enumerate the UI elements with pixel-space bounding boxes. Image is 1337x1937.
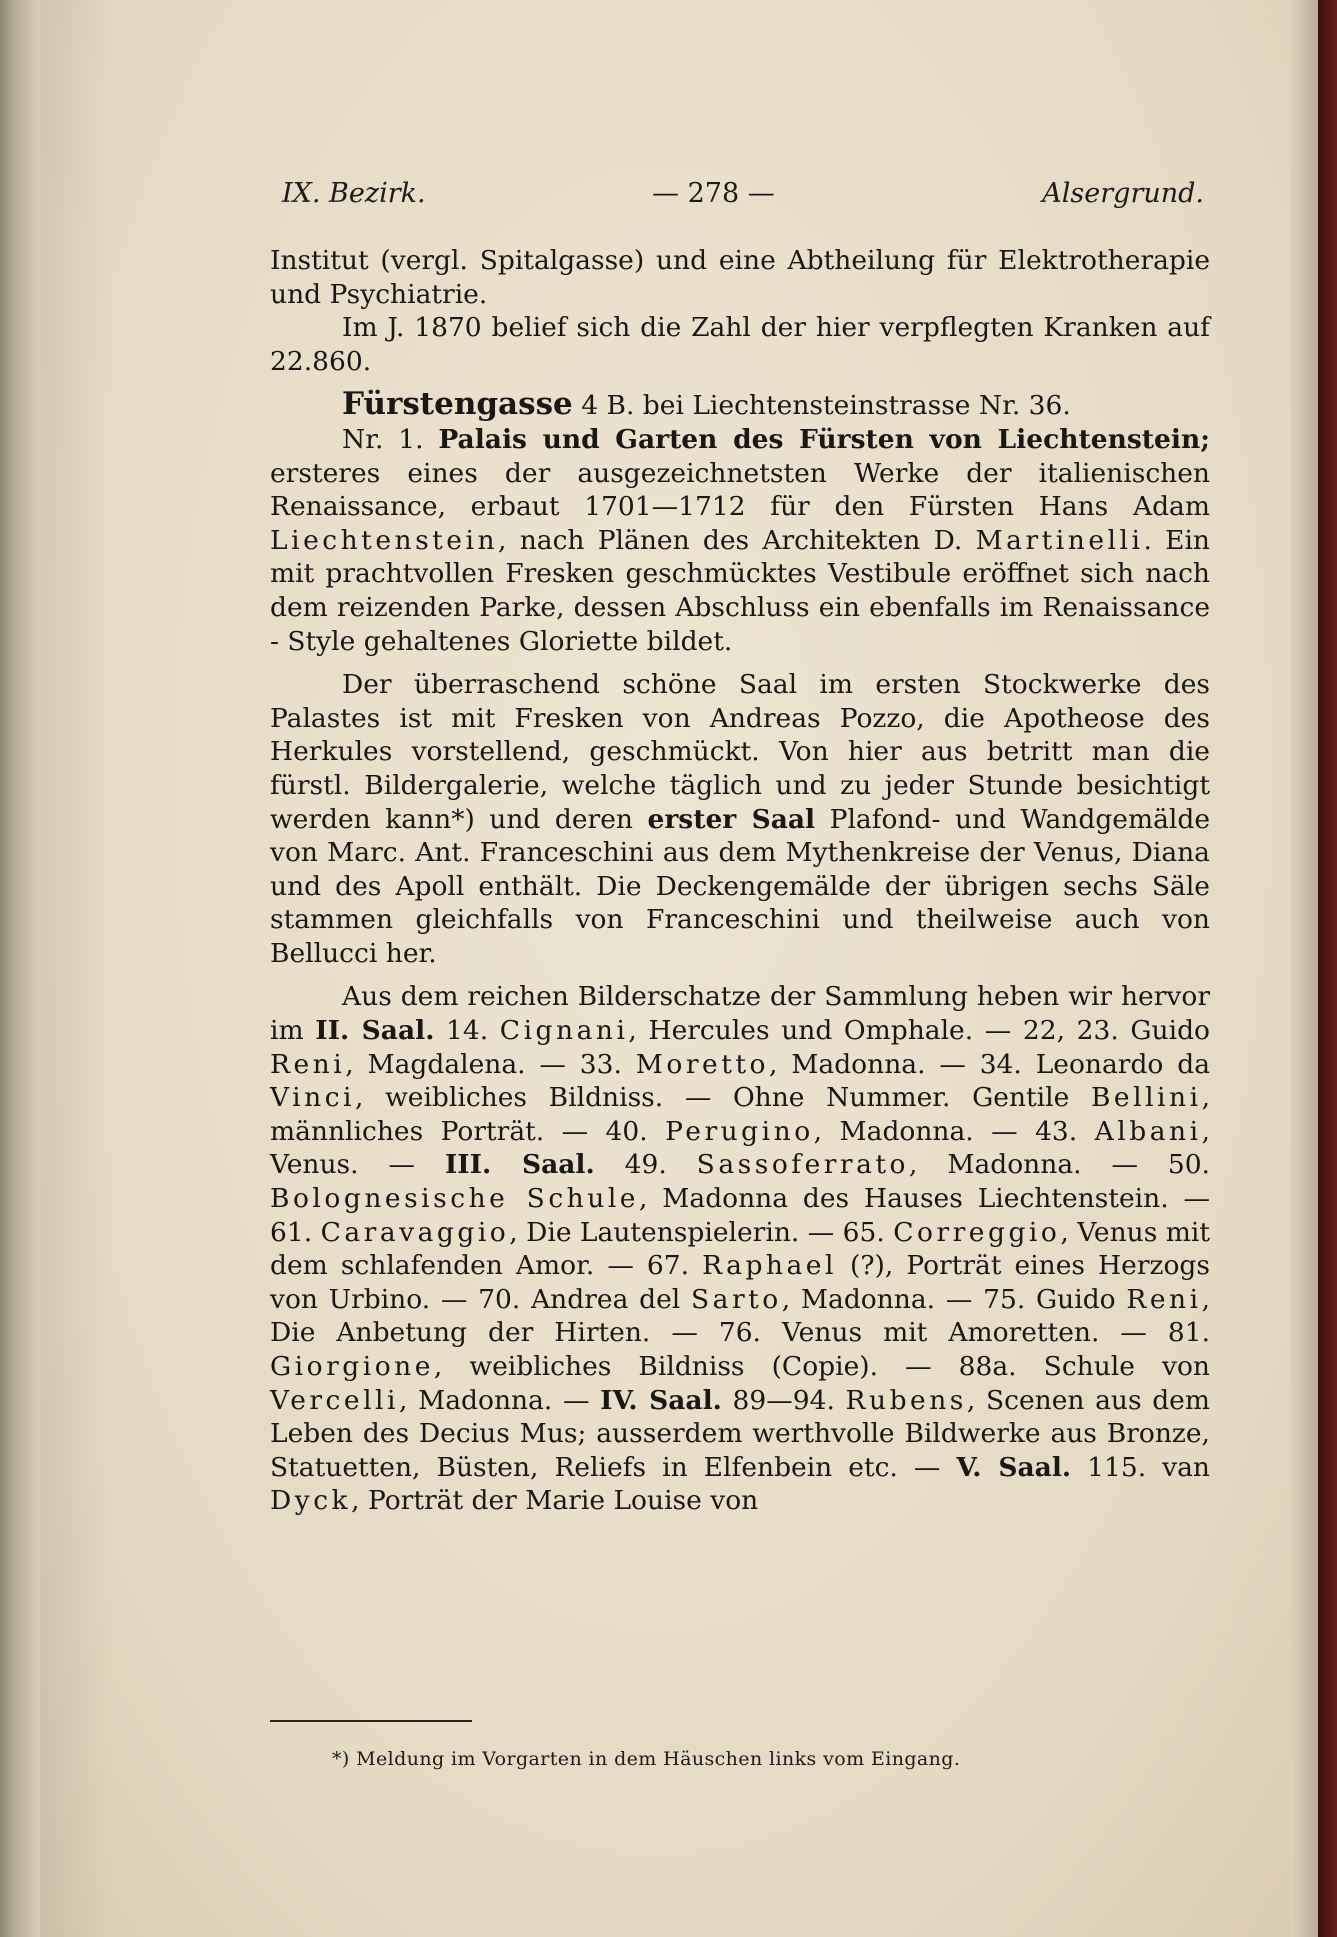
page-number: — 278 —: [652, 178, 775, 209]
street-heading: [270, 388, 1210, 423]
spaced-name: Sarto: [690, 1283, 782, 1315]
paragraph: [270, 244, 1210, 311]
spaced-name: Bolognesische Schule: [270, 1183, 639, 1215]
book-cover-edge: [1318, 0, 1337, 1937]
text-run: , Hercules und Omphale. — 22, 23. Guido: [628, 1015, 1211, 1047]
text-run: , Madonna. —: [399, 1384, 601, 1416]
gutter-shadow: [40, 0, 110, 1937]
header-district: IX. Bezirk.: [282, 178, 426, 209]
spaced-name: Dyck: [270, 1485, 352, 1517]
paragraph: [270, 980, 1210, 1518]
spaced-name: Rubens: [845, 1384, 967, 1416]
text-run: . Ein mit prachtvollen Fresken geschmücktes Vestibule eröffnet sich nach dem reizenden Parke, dessen Abschluss ein ebenfalls im Renaissance - Style gehaltenes Gloriette bildet.: [270, 524, 1210, 657]
text-run: , Madonna. — 50.: [909, 1149, 1210, 1181]
spaced-name: Bellini: [1090, 1082, 1202, 1114]
spaced-name: Moretto: [635, 1048, 769, 1080]
spaced-name: Cignani: [499, 1015, 629, 1047]
bold-term: erster Saal: [647, 803, 816, 835]
footnote: *) Meldung im Vorgarten in dem Häuschen links vom Eingang.: [332, 1748, 961, 1770]
text-run: Im J. 1870 belief sich die Zahl der hier verpflegten Kranken auf 22.860.: [270, 312, 1210, 377]
bold-term: II. Saal.: [315, 1015, 435, 1047]
text-run: (?), Porträt eines Herzogs von Urbino. — 70. Andrea del: [270, 1250, 1210, 1315]
text-run: ersteres eines der ausgezeichnetsten Werke der italienischen Renaissance, erbaut 1701—1712 für den Fürsten Hans Adam: [270, 457, 1210, 523]
page-edge: [1290, 0, 1318, 1937]
text-run: , Venus mit dem schlafenden Amor. — 67.: [270, 1216, 1210, 1282]
bold-term: III. Saal.: [444, 1149, 595, 1181]
paragraph: [270, 423, 1210, 658]
text-run: 4 B. bei Liechtensteinstrasse Nr. 36.: [572, 390, 1071, 422]
text-run: , weibliches Bildniss. — Ohne Nummer. Gentile: [355, 1082, 1091, 1114]
bold-term: Palais und Garten des Fürsten von Liechtenstein;: [438, 423, 1210, 455]
spaced-name: Giorgione: [270, 1351, 434, 1382]
text-run: 89—94.: [721, 1384, 846, 1416]
spaced-name: Liechtenstein: [270, 524, 499, 556]
text-run: Der überraschend schöne Saal im ersten Stockwerke des Palastes ist mit Fresken von Andreas Pozzo, die Apotheose des Herkules vorstellend, geschmückt. Von hier aus betritt man die fürstl. Bildergalerie, welche täglich und zu jeder Stunde besichtigt werden kann*) und deren: [270, 669, 1210, 835]
text-run: , Magdalena. — 33.: [345, 1048, 636, 1080]
text-run: , Madonna. — 34. Leonardo da: [769, 1048, 1211, 1080]
street-name: Fürstengasse: [342, 386, 573, 423]
spaced-name: Vinci: [270, 1082, 356, 1114]
text-run: 14.: [434, 1015, 500, 1047]
running-header: [282, 178, 1204, 222]
bold-term: IV. Saal.: [600, 1384, 722, 1416]
book-gutter: [0, 0, 40, 1937]
text-run: , Madonna des Hauses Liechtenstein. — 61.: [270, 1183, 1210, 1248]
text-run: 49.: [594, 1149, 697, 1181]
text-run: , Scenen aus dem Leben des Decius Mus; ausserdem werthvolle Bildwerke aus Bronze, Statuetten, Büsten, Reliefs in Elfenbein etc. —: [270, 1384, 1210, 1483]
text-run: Aus dem reichen Bilderschatze der Sammlung heben wir hervor im: [270, 981, 1210, 1047]
paragraph: [270, 311, 1210, 378]
text-run: Nr. 1.: [342, 423, 439, 455]
spaced-name: Vercelli: [270, 1384, 400, 1416]
text-run: , Madonna. — 43.: [813, 1115, 1095, 1147]
header-area: Alsergrund.: [1042, 178, 1204, 209]
spaced-name: Perugino: [665, 1115, 814, 1147]
text-run: , nach Plänen des Architekten D.: [498, 524, 976, 556]
spaced-name: Correggio: [893, 1216, 1061, 1248]
paragraph: [270, 668, 1210, 970]
text-run: Plafond- und Wandgemälde von Marc. Ant. Franceschini aus dem Mythenkreise der Venus, Diana und des Apoll enthält. Die Deckengemälde der übrigen sechs Säle stammen gleichfalls von Franceschini und theilweise auch von Bellucci her.: [270, 803, 1211, 969]
spaced-name: Albani: [1094, 1115, 1202, 1147]
text-run: , Venus. —: [270, 1115, 1210, 1181]
spaced-name: Raphael: [702, 1250, 837, 1282]
text-run: , weibliches Bildniss (Copie). — 88a. Schule von: [433, 1351, 1210, 1382]
text-run: , Die Anbetung der Hirten. — 76. Venus mit Amoretten. — 81.: [270, 1283, 1210, 1349]
spaced-name: Martinelli: [975, 524, 1144, 556]
text-run: Institut (vergl. Spitalgasse) und eine Abtheilung für Elektrotherapie und Psychiatrie.: [270, 245, 1210, 310]
bold-term: V. Saal.: [956, 1451, 1072, 1483]
spaced-name: Reni: [1126, 1283, 1202, 1315]
footnote-rule: [270, 1720, 472, 1722]
text-run: 115. van: [1071, 1451, 1210, 1483]
text-run: , männliches Porträt. — 40.: [270, 1082, 1210, 1147]
body-text: [270, 244, 1210, 1518]
text-run: , Porträt der Marie Louise von: [351, 1485, 759, 1517]
spaced-name: Caravaggio: [320, 1216, 510, 1248]
spaced-name: Reni: [270, 1048, 346, 1080]
text-run: , Madonna. — 75. Guido: [781, 1283, 1127, 1315]
spaced-name: Sassoferrato: [696, 1149, 910, 1181]
text-run: , Die Lautenspielerin. — 65.: [509, 1216, 894, 1248]
